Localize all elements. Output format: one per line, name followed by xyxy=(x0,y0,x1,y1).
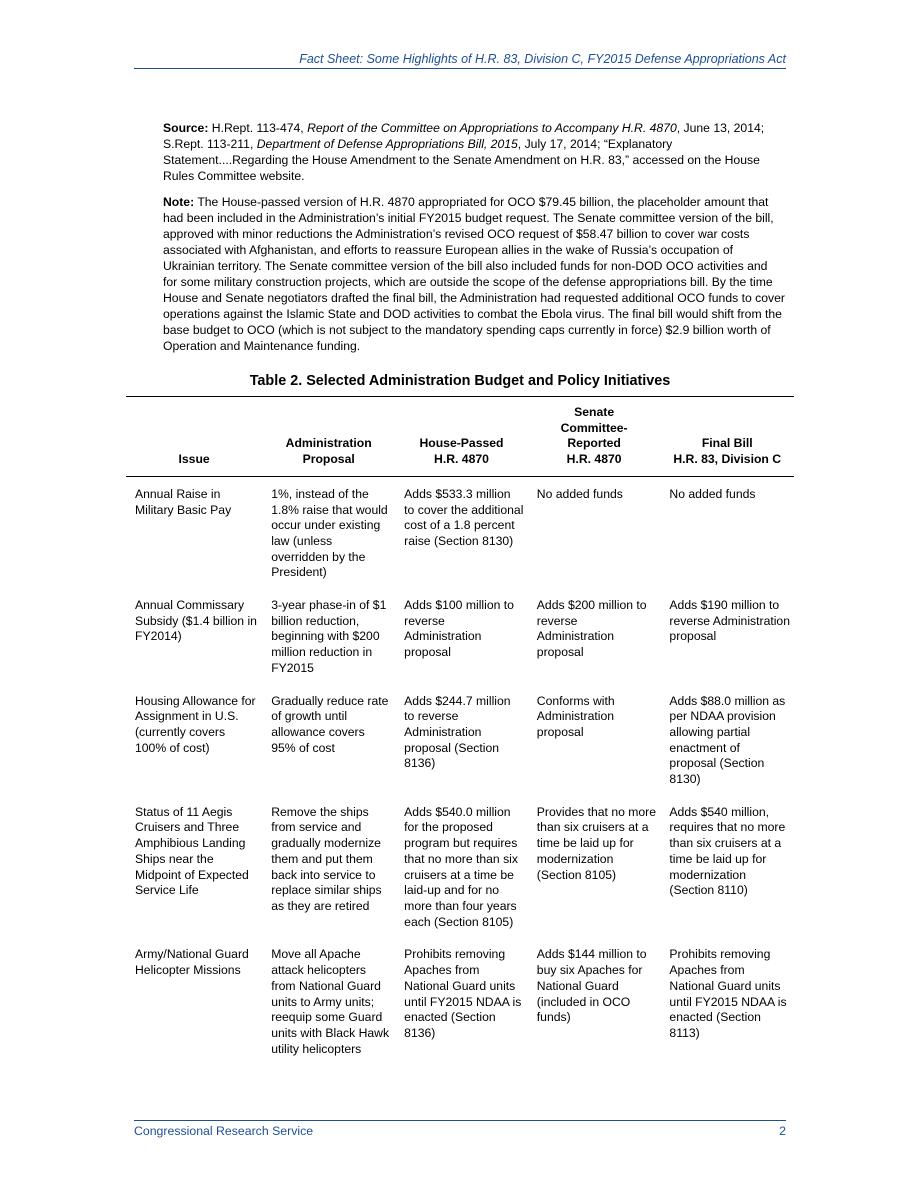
page-number: 2 xyxy=(779,1124,786,1138)
cell-final: Adds $88.0 million as per NDAA provision allowing partial enactment of proposal (Section 8130) xyxy=(669,693,786,787)
notes-block xyxy=(163,120,785,364)
cell-admin: Remove the ships from service and gradually modernize them and put them back into service to replace similar ships as they are retired xyxy=(271,804,382,913)
header-issue: Issue xyxy=(178,452,210,467)
source-text-1: H.Rept. 113-474, xyxy=(208,121,308,135)
table-row xyxy=(126,684,794,795)
header-house: House-Passed H.R. 4870 xyxy=(419,436,504,467)
cell-house: Prohibits removing Apaches from National Guard units until FY2015 NDAA is enacted (Section 8136) xyxy=(404,947,522,1040)
cell-final: Prohibits removing Apaches from National Guard units until FY2015 NDAA is enacted (Section 8113) xyxy=(669,947,787,1040)
cell-issue: Status of 11 Aegis Cruisers and Three Amphibious Landing Ships near the Midpoint of Expected Service Life xyxy=(135,804,249,898)
table-header-row xyxy=(126,397,794,477)
cell-issue: Annual Commissary Subsidy ($1.4 billion in FY2014) xyxy=(135,598,257,644)
cell-final: Adds $190 million to reverse Administration proposal xyxy=(669,598,790,644)
cell-admin: 3-year phase-in of $1 billion reduction, beginning with $200 million reduction in FY2015 xyxy=(271,598,387,675)
cell-final: No added funds xyxy=(669,486,756,501)
note-text: The House-passed version of H.R. 4870 appropriated for OCO $79.45 billion, the placeholder amount that had been included in the Administration’s initial FY2015 budget request. The Senate committee version of the bill, approved with minor reductions the Administration’s revised OCO request of $58.47 billion to cover war costs associated with Afghanistan, and efforts to reassure European allies in the wake of Russia’s occupation of Ukrainian territory. The Senate committee version of the bill also included funds for non-DOD OCO activities and for some military construction projects, which are outside the scope of the defense appropriations bill. By the time House and Senate negotiators drafted the final bill, the Administration had requested additional OCO funds to cover operations against the Islamic State and DOD activities to combat the Ebola virus. The final bill would shift from the base budget to OCO (which is not subject to the mandatory spending caps currently in force) $2.9 billion worth of Operation and Maintenance funding. xyxy=(163,195,785,353)
cell-house: Adds $540.0 million for the proposed program but requires that no more than six cruisers at a time be laid-up and for no more than four years each (Section 8105) xyxy=(404,804,518,929)
source-text-3: , July 17, 2014; “Explanatory Statement....Regarding the House Amendment to the Senate Amendment on H.R. 83,” accessed on the House Rules Committee website. xyxy=(163,137,760,183)
cell-house: Adds $244.7 million to reverse Administration proposal (Section 8136) xyxy=(404,693,511,771)
header-admin: Administration Proposal xyxy=(285,436,372,467)
table-row xyxy=(126,795,794,938)
cell-issue: Army/National Guard Helicopter Missions xyxy=(135,947,249,978)
table-row xyxy=(126,937,794,1064)
cell-house: Adds $533.3 million to cover the additional cost of a 1.8 percent raise (Section 8130) xyxy=(404,486,524,548)
source-bill-title: Department of Defense Appropriations Bill, 2015 xyxy=(256,137,518,151)
header-senate: Senate Committee- Reported H.R. 4870 xyxy=(560,405,628,467)
cell-senate: No added funds xyxy=(536,486,623,501)
cell-senate: Provides that no more than six cruisers at a time be laid up for modernization (Section 8105) xyxy=(536,804,657,882)
cell-senate: Conforms with Administration proposal xyxy=(536,693,615,739)
note-paragraph xyxy=(163,194,785,354)
note-label: Note: xyxy=(163,195,195,209)
running-header xyxy=(134,52,786,69)
page-footer xyxy=(134,1120,786,1138)
cell-admin: Move all Apache attack helicopters from National Guard units to Army units; reequip some Guard units with Black Hawk utility helicopters xyxy=(271,947,390,1056)
header-title: Fact Sheet: Some Highlights of H.R. 83, Division C, FY2015 Defense Appropriations Act xyxy=(299,52,786,66)
source-paragraph xyxy=(163,120,785,184)
source-text-2: , June 13, 2014; S.Rept. 113-211, xyxy=(163,121,765,151)
cell-issue: Annual Raise in Military Basic Pay xyxy=(135,486,232,517)
header-final: Final Bill H.R. 83, Division C xyxy=(673,436,782,467)
cell-final: Adds $540 million, requires that no more than six cruisers at a time be laid up for modernization (Section 8110) xyxy=(669,804,786,898)
cell-admin: 1%, instead of the 1.8% raise that would occur under existing law (unless overridden by the President) xyxy=(271,486,388,580)
table-row xyxy=(126,476,794,588)
cell-senate: Adds $200 million to reverse Administration proposal xyxy=(536,598,647,660)
initiatives-table xyxy=(126,396,794,1064)
table-row xyxy=(126,588,794,684)
source-report-title: Report of the Committee on Appropriations to Accompany H.R. 4870 xyxy=(307,121,677,135)
source-label: Source: xyxy=(163,121,209,135)
footer-organization: Congressional Research Service xyxy=(134,1124,314,1138)
cell-house: Adds $100 million to reverse Administration proposal xyxy=(404,598,514,660)
table-title: Table 2. Selected Administration Budget and Policy Initiatives xyxy=(249,373,671,389)
cell-admin: Gradually reduce rate of growth until allowance covers 95% of cost xyxy=(271,693,389,755)
cell-issue: Housing Allowance for Assignment in U.S. (currently covers 100% of cost) xyxy=(135,693,256,755)
cell-senate: Adds $144 million to buy six Apaches for National Guard (included in OCO funds) xyxy=(536,947,647,1025)
